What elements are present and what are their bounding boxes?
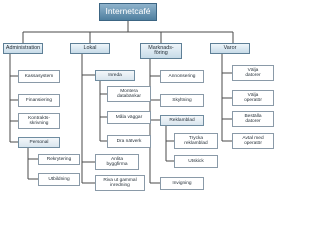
root-node: Internetcafé bbox=[99, 3, 157, 21]
node-inreda: Inreda bbox=[95, 70, 135, 81]
node-kassasystem: Kassasystem bbox=[18, 70, 60, 83]
node-montera-databankar: Montera databänkar bbox=[107, 86, 151, 102]
node-varor: Varor bbox=[210, 43, 250, 54]
node-reklamblad: Reklamblad bbox=[160, 115, 204, 126]
node-bestalla-datorer: Beställa datorer bbox=[232, 111, 274, 127]
node-finansiering: Finansiering bbox=[18, 94, 60, 107]
node-utskick: Utskick bbox=[174, 155, 218, 168]
node-annonsering: Annonsering bbox=[160, 70, 204, 83]
node-skyltning: Skyltning bbox=[160, 94, 204, 107]
node-valja-datorer: Välja datorer bbox=[232, 65, 274, 81]
node-trycka-reklamblad: Trycka reklamblad bbox=[174, 133, 218, 149]
node-avtal-med-operator: Avtal med operatör bbox=[232, 133, 274, 149]
node-lokal: Lokal bbox=[70, 43, 110, 54]
node-valja-operator: Välja operatör bbox=[232, 90, 274, 106]
node-administration: Administration bbox=[3, 43, 43, 54]
node-anlita-byggfirma: Anlita byggfirma bbox=[95, 154, 139, 170]
node-mala-vaggar: Måla väggar bbox=[107, 111, 151, 124]
node-riva-ut-inredning: Riva ut gammal inredning bbox=[95, 175, 145, 191]
node-marknadsforing: Marknads- föring bbox=[140, 43, 182, 59]
node-dra-natverk: Dra nätverk bbox=[107, 135, 151, 148]
node-invigning: Invigning bbox=[160, 177, 204, 190]
node-personal: Personal bbox=[18, 137, 60, 148]
node-kontraktsskrivning: Kontrakts- skrivning bbox=[18, 113, 60, 129]
node-rekrytering: Rekrytering bbox=[38, 154, 80, 165]
node-utbildning: Utbildning bbox=[38, 173, 80, 186]
